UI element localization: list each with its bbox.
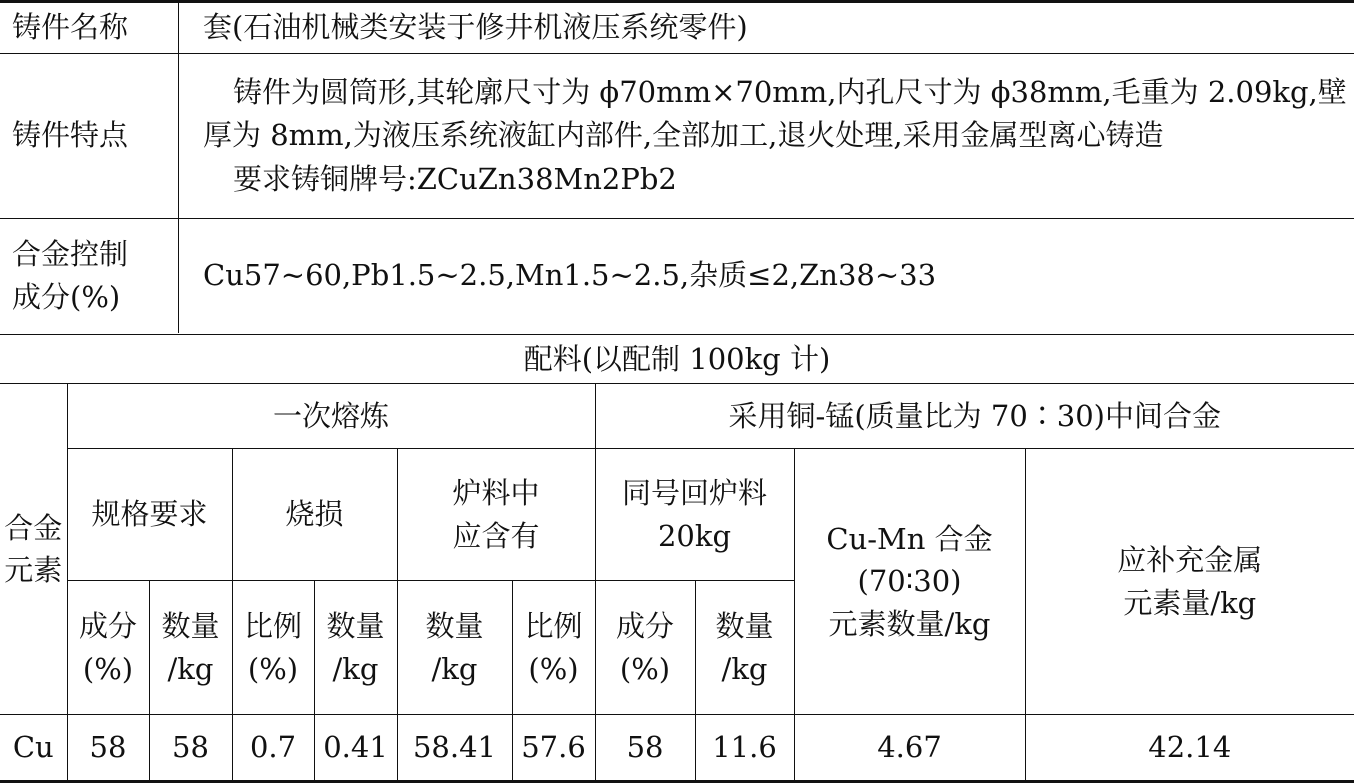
charge-header-line-1: 炉料中: [398, 472, 595, 514]
sub-header-text: 数量: [398, 605, 512, 647]
group-first-melt: 一次熔炼: [67, 384, 595, 449]
charge-header: [397, 449, 595, 581]
sub-header-text: 数量: [315, 605, 397, 647]
cell-return-comp: 58: [595, 715, 695, 782]
sub-header-unit: /kg: [315, 648, 397, 690]
cell-cumn-qty: 4.67: [794, 715, 1025, 782]
cell-charge-ratio: 57.6: [512, 715, 595, 782]
cell-return-qty: 11.6: [695, 715, 794, 782]
cell-supplement-qty: 42.14: [1025, 715, 1354, 782]
casting-name-label: 铸件名称: [0, 2, 179, 54]
element-header-line-1: 合金: [0, 507, 67, 549]
sub-header-text: 成分: [68, 605, 149, 647]
return-header-line-1: 同号回炉料: [596, 472, 794, 514]
alloy-composition-value: Cu57~60,Pb1.5~2.5,Mn1.5~2.5,杂质≤2,Zn38~33: [179, 219, 1354, 334]
sub-header-unit: (%): [513, 648, 595, 690]
cumn-header: [794, 449, 1025, 715]
sub-header-text: 成分: [596, 605, 695, 647]
return-header-line-2: 20kg: [596, 515, 794, 557]
sub-header-unit: /kg: [398, 648, 512, 690]
features-line-2: 厚为 8mm,为液压系统液缸内部件,全部加工,退火处理,采用金属型离心铸造: [203, 114, 1348, 158]
sub-header-quantity: [397, 581, 512, 715]
charge-header-line-2: 应含有: [398, 515, 595, 557]
batching-banner: 配料(以配制 100kg 计): [0, 334, 1354, 383]
sub-header-text: 比例: [513, 605, 595, 647]
element-header: [0, 384, 67, 715]
sub-header-ratio: [232, 581, 314, 715]
sub-header-unit: /kg: [696, 648, 794, 690]
cell-spec-comp: 58: [67, 715, 149, 782]
sub-header-quantity: [695, 581, 794, 715]
cell-loss-ratio: 0.7: [232, 715, 314, 782]
return-header: [595, 449, 794, 581]
sub-header-composition: [595, 581, 695, 715]
sub-header-quantity: [314, 581, 397, 715]
sub-header-text: 数量: [696, 605, 794, 647]
sub-header-text: 数量: [150, 605, 232, 647]
cell-charge-qty: 58.41: [397, 715, 512, 782]
casting-info-table: [0, 0, 1354, 333]
group-master-alloy: 采用铜-锰(质量比为 70∶30)中间合金: [595, 384, 1354, 449]
supplement-header: [1025, 449, 1354, 715]
supplement-header-line-1: 应补充金属: [1026, 539, 1354, 581]
element-header-line-2: 元素: [0, 549, 67, 591]
cumn-header-line-1: Cu-Mn 合金: [795, 518, 1025, 560]
supplement-header-line-2: 元素量/kg: [1026, 582, 1354, 624]
alloy-composition-label: [0, 219, 179, 334]
casting-features-label: 铸件特点: [0, 54, 179, 219]
sub-header-unit: (%): [596, 648, 695, 690]
sub-header-composition: [67, 581, 149, 715]
sub-header-ratio: [512, 581, 595, 715]
features-line-1: 铸件为圆筒形,其轮廓尺寸为 ϕ70mm×70mm,内孔尺寸为 ϕ38mm,毛重为 2.09kg,壁: [203, 71, 1348, 115]
sub-header-unit: (%): [233, 648, 314, 690]
alloy-label-line-1: 合金控制: [12, 233, 178, 277]
casting-features-value: [179, 54, 1354, 219]
cumn-header-line-2: (70∶30): [795, 560, 1025, 602]
batching-table: [0, 383, 1354, 783]
sub-header-text: 比例: [233, 605, 314, 647]
sub-header-unit: (%): [68, 648, 149, 690]
cumn-header-line-3: 元素数量/kg: [795, 603, 1025, 645]
cell-loss-qty: 0.41: [314, 715, 397, 782]
features-line-3: 要求铸铜牌号:ZCuZn38Mn2Pb2: [203, 158, 1348, 202]
alloy-label-line-2: 成分(%): [12, 276, 178, 320]
casting-name-value: 套(石油机械类安装于修井机液压系统零件): [179, 2, 1354, 54]
cell-spec-qty: 58: [149, 715, 232, 782]
cell-element: Cu: [0, 715, 67, 782]
burn-loss-header: 烧损: [232, 449, 397, 581]
sub-header-quantity: [149, 581, 232, 715]
sub-header-unit: /kg: [150, 648, 232, 690]
table-row: [0, 715, 1354, 782]
spec-header: 规格要求: [67, 449, 232, 581]
